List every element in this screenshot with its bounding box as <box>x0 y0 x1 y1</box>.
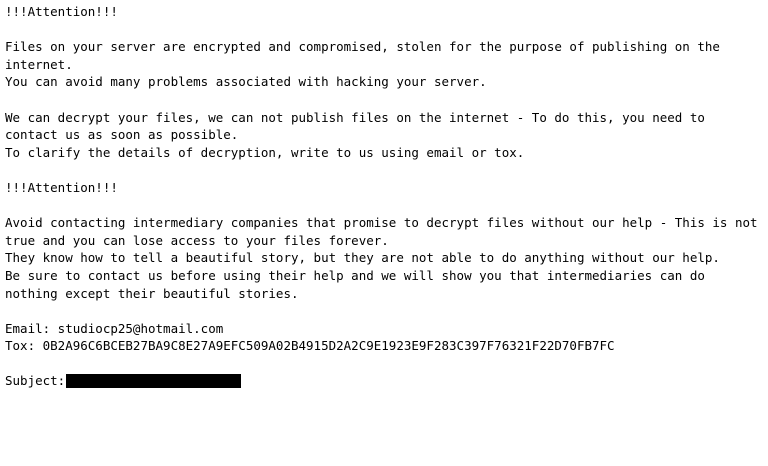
tox-contact-line: Tox: 0B2A96C6BCEB27BA9C8E27A9EFC509A02B4915D2A2C9E1923E9F283C397F76321F22D70FB7FC <box>5 338 615 354</box>
beautiful-story-paragraph: They know how to tell a beautiful story, but they are not able to do anything without our help. <box>5 250 720 266</box>
attention-heading-1: !!!Attention!!! <box>5 4 118 19</box>
attention-heading-2: !!!Attention!!! <box>5 179 118 195</box>
spacer <box>5 161 760 179</box>
decrypt-offer-paragraph: We can decrypt your files, we can not publish files on the internet - To do this, you need to contact us as soon as possible. <box>5 109 713 143</box>
subject-label: Subject: <box>5 373 66 389</box>
subject-line <box>5 372 760 390</box>
spacer <box>5 91 760 109</box>
spacer <box>5 197 760 215</box>
spacer <box>5 21 760 39</box>
email-contact-line: Email: studiocp25@hotmail.com <box>5 320 224 336</box>
encryption-notice-paragraph: Files on your server are encrypted and compromised, stolen for the purpose of publishing on the internet. <box>5 39 728 72</box>
spacer <box>5 355 760 373</box>
contact-instruction-paragraph: To clarify the details of decryption, write to us using email or tox. <box>5 144 525 160</box>
subject-redaction-bar <box>66 374 241 388</box>
intermediary-warning-paragraph: Avoid contacting intermediary companies that promise to decrypt files without our help - This is not true and you can lose access to your files forever. <box>5 215 766 248</box>
spacer <box>5 302 760 320</box>
contact-before-help-paragraph: Be sure to contact us before using their help and we will show you that intermediaries can do nothing except their beautiful stories. <box>5 267 713 301</box>
avoid-problems-paragraph: You can avoid many problems associated with hacking your server. <box>5 74 487 90</box>
